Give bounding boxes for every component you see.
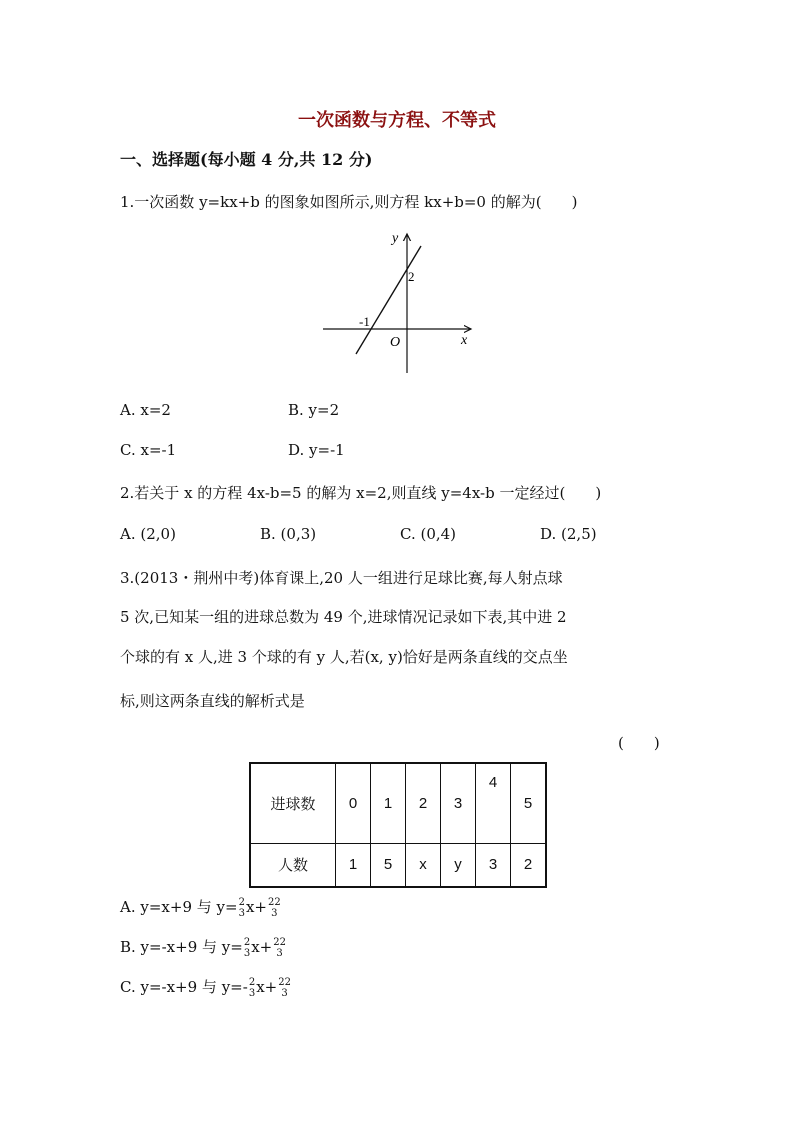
table-cell: 5 bbox=[371, 843, 406, 887]
fraction: 22 3 bbox=[273, 937, 286, 959]
x-intercept-label: -1 bbox=[359, 314, 370, 329]
table-cell: 进球数 bbox=[250, 763, 336, 843]
section-heading: 一、选择题(每小题 4 分,共 12 分) bbox=[120, 150, 373, 169]
q3-option-c: C. y=-x+9 与 y=- 2 3 x+ 22 3 bbox=[120, 977, 291, 999]
fraction: 22 3 bbox=[278, 977, 291, 999]
q2-option-b: B. (0,3) bbox=[260, 525, 317, 543]
table-cell: 人数 bbox=[250, 843, 336, 887]
fraction: 2 3 bbox=[238, 897, 245, 919]
q2-stem: 2.若关于 x 的方程 4x-b=5 的解为 x=2,则直线 y=4x-b 一定经过( ) bbox=[120, 484, 602, 502]
table-cell: 2 bbox=[511, 843, 547, 887]
q2-option-c: C. (0,4) bbox=[400, 525, 457, 543]
q1-graph bbox=[318, 226, 478, 378]
q1-option-c: C. x=-1 bbox=[120, 441, 177, 459]
q1-option-d: D. y=-1 bbox=[288, 441, 345, 459]
q2-option-d: D. (2,5) bbox=[540, 525, 597, 543]
y-axis-label: y bbox=[392, 231, 399, 246]
q3-stem-line-2: 5 次,已知某一组的进球总数为 49 个,进球情况记录如下表,其中进 2 bbox=[120, 608, 567, 626]
function-line bbox=[356, 246, 421, 354]
q3-answer-paren: ( ) bbox=[618, 734, 660, 752]
q1-stem: 1.一次函数 y=kx+b 的图象如图所示,则方程 kx+b=0 的解为( ) bbox=[120, 193, 578, 211]
origin-label: O bbox=[390, 335, 401, 350]
q1-option-a: A. x=2 bbox=[120, 401, 171, 419]
fraction: 2 3 bbox=[248, 977, 256, 999]
q2-option-a: A. (2,0) bbox=[120, 525, 176, 543]
table-cell: 1 bbox=[371, 763, 406, 843]
y-intercept-label: 2 bbox=[408, 269, 415, 284]
table-cell: 3 bbox=[476, 843, 511, 887]
q1-option-b: B. y=2 bbox=[288, 401, 340, 419]
q3-stem-line-3: 个球的有 x 人,进 3 个球的有 y 人,若(x, y)恰好是两条直线的交点坐 bbox=[120, 648, 568, 666]
table-cell: 2 bbox=[406, 763, 441, 843]
table-row bbox=[250, 763, 546, 843]
fraction: 2 3 bbox=[243, 937, 251, 959]
table-cell: 0 bbox=[336, 763, 371, 843]
x-axis-label: x bbox=[461, 333, 468, 348]
q3-option-a: A. y=x+9 与 y= 2 3 x+ 22 3 bbox=[120, 897, 281, 919]
table-cell: x bbox=[406, 843, 441, 887]
table-cell: 5 bbox=[511, 763, 547, 843]
table-cell: 1 bbox=[336, 843, 371, 887]
q3-option-b: B. y=-x+9 与 y= 2 3 x+ 22 3 bbox=[120, 937, 286, 959]
page-title: 一次函数与方程、不等式 bbox=[298, 110, 496, 131]
goals-table bbox=[249, 762, 547, 888]
fraction: 22 3 bbox=[267, 897, 281, 919]
q3-stem-line-1: 3.(2013・荆州中考)体育课上,20 人一组进行足球比赛,每人射点球 bbox=[120, 569, 563, 587]
table-cell: 3 bbox=[441, 763, 476, 843]
table-row bbox=[250, 843, 546, 887]
q3-stem-line-4: 标,则这两条直线的解析式是 bbox=[120, 692, 305, 710]
table-cell: y bbox=[441, 843, 476, 887]
table-cell: 4 bbox=[476, 763, 511, 843]
